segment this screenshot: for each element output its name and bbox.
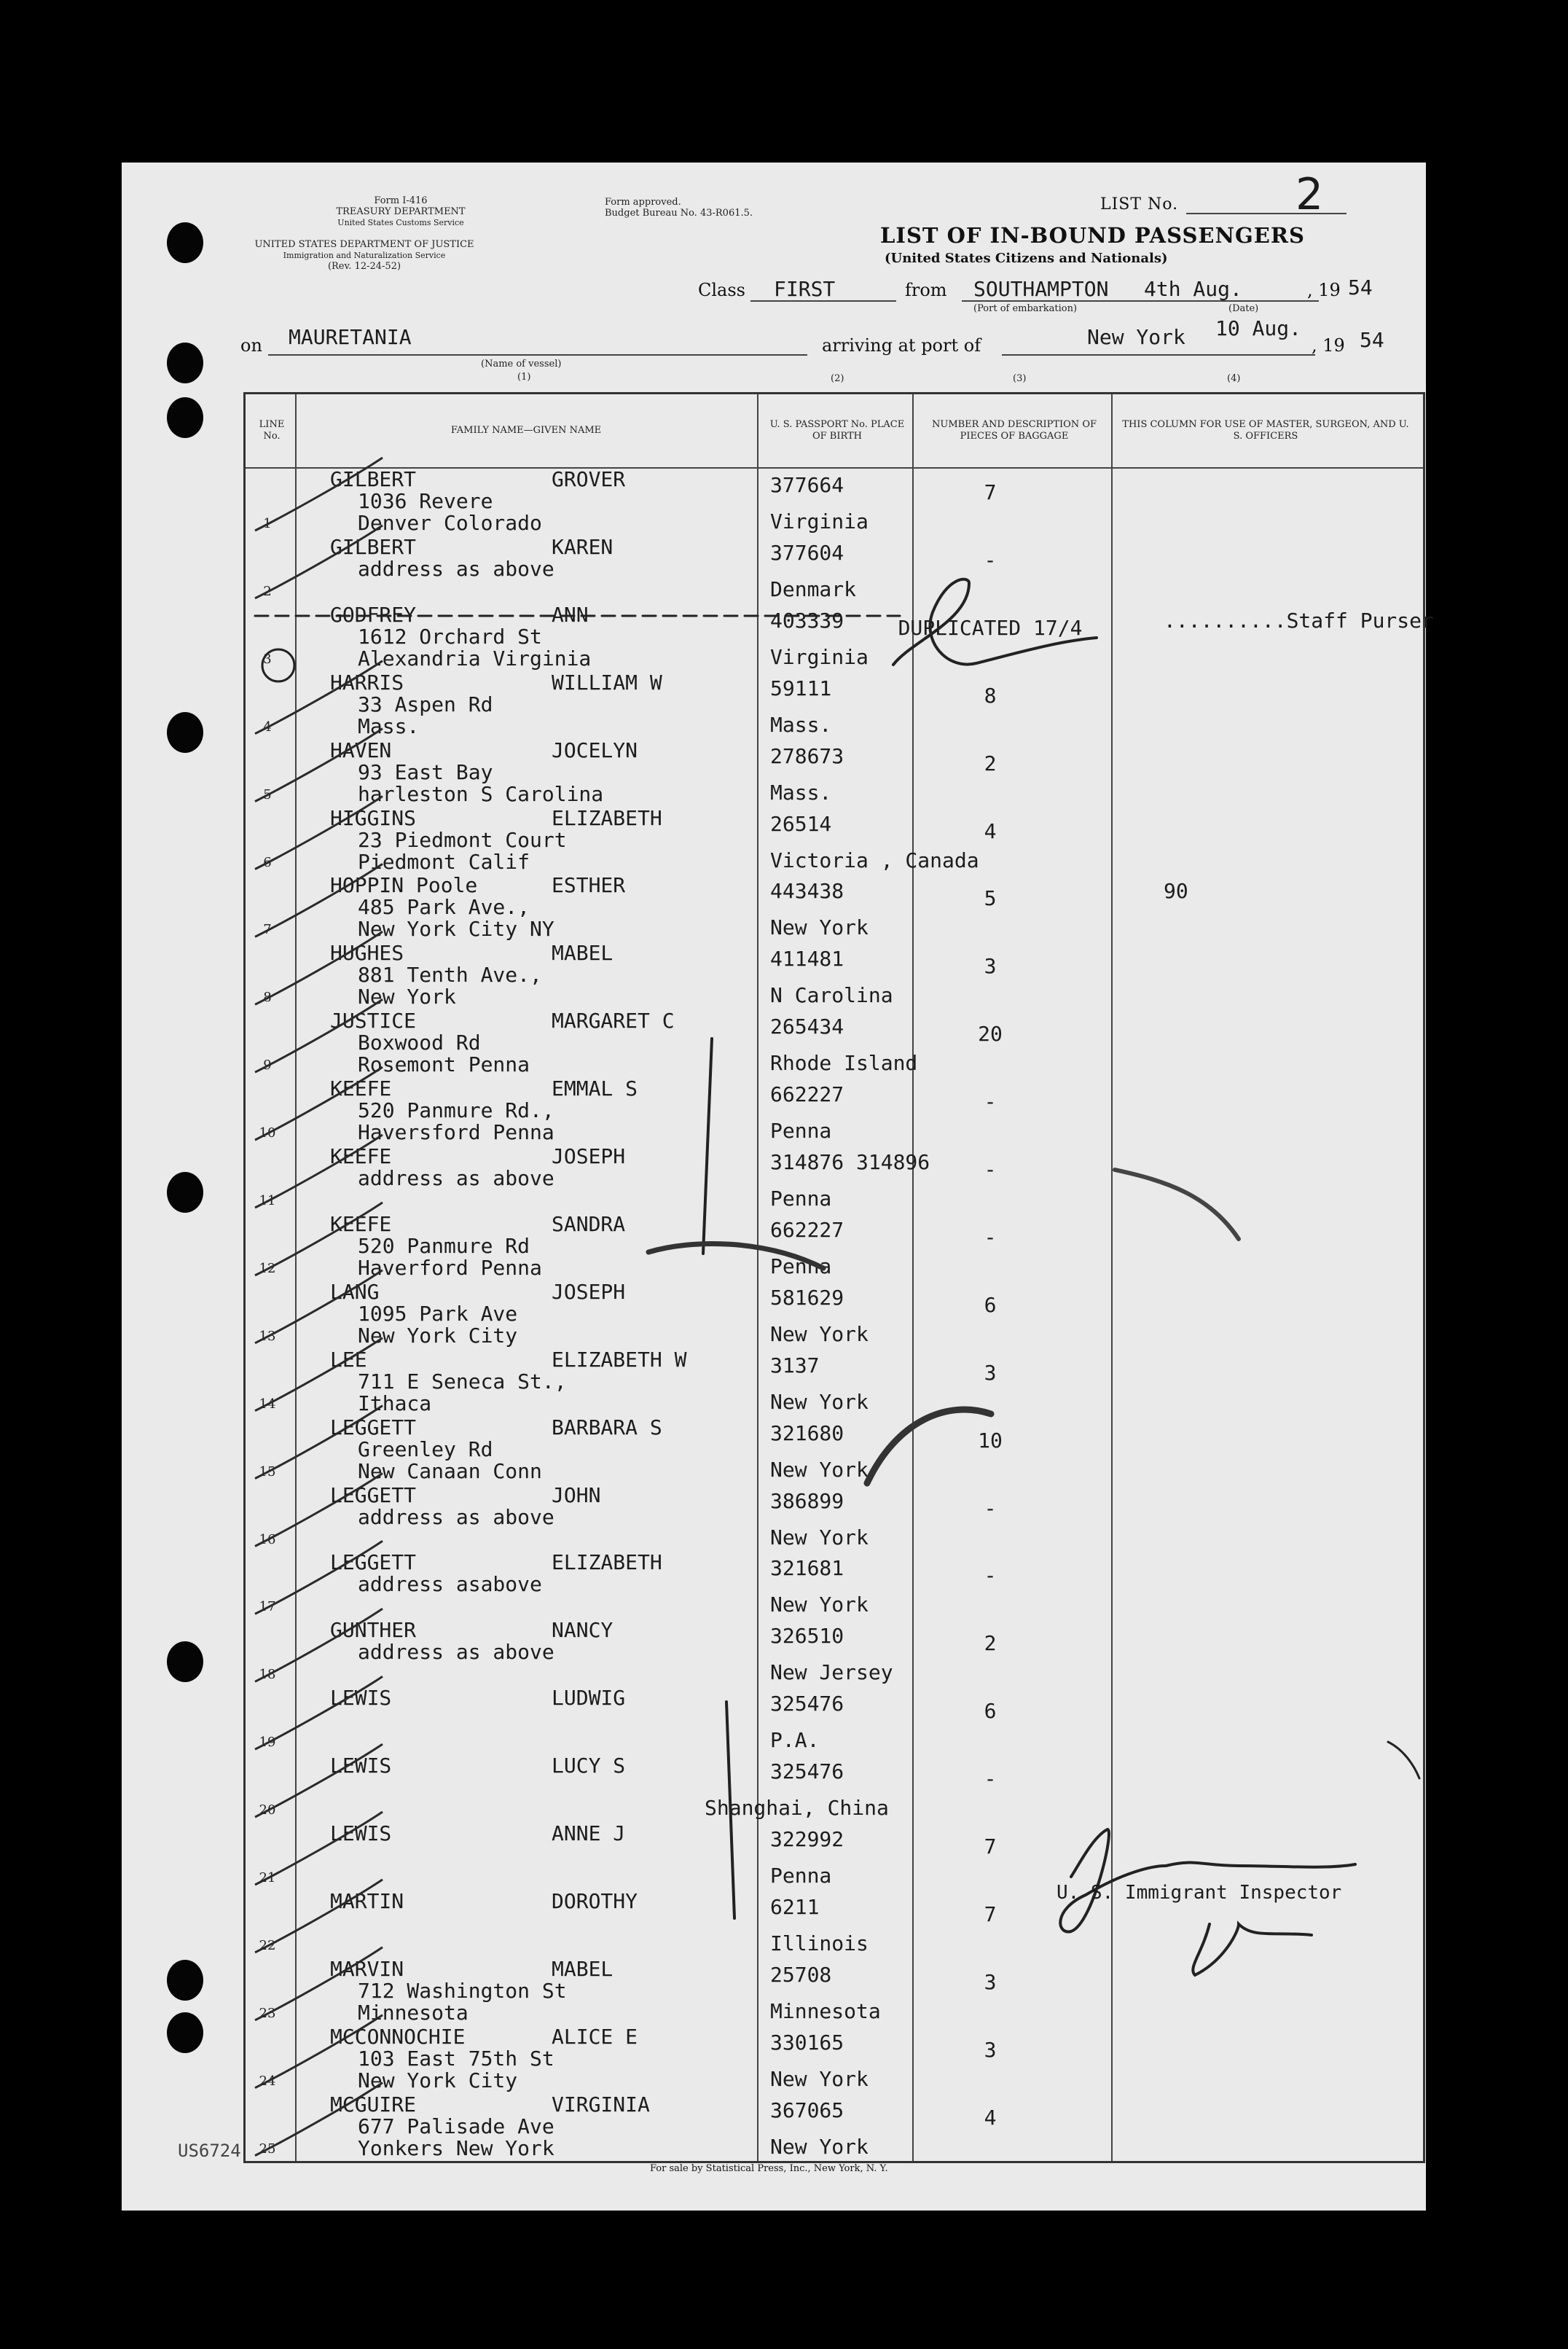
col-officers-header: THIS COLUMN FOR USE OF MASTER, SURGEON, AND U. S. OFFICERS bbox=[1122, 419, 1409, 442]
family-name: KEEFE bbox=[330, 1211, 392, 1236]
address-line-1: address as above bbox=[358, 556, 554, 581]
table-row bbox=[246, 1212, 1423, 1279]
address-line-1: address as above bbox=[358, 1504, 554, 1529]
family-name: LEWIS bbox=[330, 1821, 392, 1845]
given-name: LUDWIG bbox=[552, 1686, 626, 1711]
place-of-birth: New York bbox=[770, 2066, 869, 2091]
list-number-value: 2 bbox=[1295, 169, 1324, 220]
date-caption: (Date) bbox=[1228, 303, 1259, 314]
given-name: WILLIAM W bbox=[552, 670, 662, 695]
line-number: 12 bbox=[259, 1260, 276, 1276]
binder-hole bbox=[167, 2012, 203, 2053]
binder-hole bbox=[167, 1641, 203, 1682]
address-line-1: 1036 Revere bbox=[358, 489, 493, 513]
passport-number: 322992 bbox=[770, 1827, 844, 1851]
family-name: HOPPIN Poole bbox=[330, 873, 478, 898]
from-label: from bbox=[905, 280, 947, 300]
passport-number: 265434 bbox=[770, 1015, 844, 1039]
family-name: GILBERT bbox=[330, 534, 417, 559]
family-name: MCCONNOCHIE bbox=[330, 2024, 466, 2049]
passport-number: 443438 bbox=[770, 879, 844, 904]
passport-number: 403339 bbox=[770, 608, 844, 633]
address-line-1: address as above bbox=[358, 1166, 554, 1190]
embark-caption: (Port of embarkation) bbox=[973, 303, 1078, 314]
form-title: LIST OF IN-BOUND PASSENGERS bbox=[880, 223, 1305, 248]
line-number: 1 bbox=[263, 516, 272, 531]
baggage-count: 8 bbox=[984, 683, 997, 708]
place-of-birth: New York bbox=[770, 1457, 869, 1482]
given-name: ANNE J bbox=[552, 1821, 626, 1845]
line-number: 25 bbox=[259, 2141, 276, 2157]
address-line-2: Minnesota bbox=[358, 2000, 469, 2025]
address-line-1: 677 Palisade Ave bbox=[358, 2114, 554, 2138]
given-name: LUCY S bbox=[552, 1754, 626, 1778]
baggage-count: 3 bbox=[984, 2037, 997, 2062]
given-name: ELIZABETH W bbox=[552, 1347, 687, 1372]
passport-number: 325476 bbox=[770, 1692, 844, 1716]
line-number: 21 bbox=[259, 1870, 276, 1885]
passport-number: 326510 bbox=[770, 1624, 844, 1649]
address-line-1: 712 Washington St bbox=[358, 1978, 567, 2003]
table-row bbox=[246, 1144, 1423, 1211]
passport-number: 26514 bbox=[770, 811, 832, 836]
line-number: 4 bbox=[263, 719, 272, 735]
family-name: JUSTICE bbox=[330, 1009, 417, 1033]
baggage-count: - bbox=[984, 1157, 997, 1181]
place-of-birth: Victoria , Canada bbox=[770, 848, 979, 872]
passport-number: 59111 bbox=[770, 676, 832, 700]
col-line-header: LINE No. bbox=[259, 419, 285, 442]
arrival-line bbox=[1002, 354, 1315, 356]
table-row bbox=[246, 2025, 1423, 2092]
line-number: 22 bbox=[259, 1937, 276, 1953]
place-of-birth: Penna bbox=[770, 1254, 832, 1278]
family-name: LEGGETT bbox=[330, 1550, 417, 1575]
baggage-count: 3 bbox=[984, 1969, 997, 1994]
passport-number: 386899 bbox=[770, 1488, 844, 1513]
address-line-2: New York City bbox=[358, 1323, 518, 1348]
table-row bbox=[246, 738, 1423, 805]
passport-number: 6211 bbox=[770, 1894, 820, 1919]
table-row bbox=[246, 2092, 1423, 2160]
place-of-birth: Penna bbox=[770, 1119, 832, 1144]
table-row bbox=[246, 1686, 1423, 1753]
address-line-2: New York City NY bbox=[358, 917, 554, 942]
address-line-1: 23 Piedmont Court bbox=[358, 827, 567, 852]
form-subtitle: (United States Citizens and Nationals) bbox=[885, 251, 1168, 266]
line-number: 24 bbox=[259, 2073, 276, 2089]
family-name: LEGGETT bbox=[330, 1482, 417, 1507]
table-row bbox=[246, 1550, 1423, 1617]
address-line-2: Denver Colorado bbox=[358, 511, 542, 535]
line-number: 19 bbox=[259, 1735, 276, 1751]
baggage-count: 4 bbox=[984, 2105, 997, 2130]
binder-hole bbox=[167, 1172, 203, 1213]
given-name: SANDRA bbox=[552, 1211, 626, 1236]
officer-remark: 90 bbox=[1164, 879, 1188, 904]
address-line-2: harleston S Carolina bbox=[358, 781, 604, 806]
given-name: JOCELYN bbox=[552, 738, 638, 762]
table-row bbox=[246, 1618, 1423, 1685]
table-row bbox=[246, 1821, 1423, 1888]
line-number: 10 bbox=[259, 1125, 276, 1141]
col-num-2: (2) bbox=[831, 373, 844, 384]
line-number: 11 bbox=[259, 1193, 276, 1208]
approval-block bbox=[605, 197, 753, 219]
table-row bbox=[246, 671, 1423, 738]
vessel-line bbox=[268, 354, 807, 356]
family-name: KEEFE bbox=[330, 1144, 392, 1168]
address-line-1: 520 Panmure Rd., bbox=[358, 1098, 554, 1123]
address-line-1: 711 E Seneca St., bbox=[358, 1369, 567, 1394]
table-row bbox=[246, 806, 1423, 873]
place-of-birth: Rhode Island bbox=[770, 1051, 918, 1076]
given-name: DOROTHY bbox=[552, 1888, 638, 1913]
col-num-3: (3) bbox=[1013, 373, 1027, 384]
table-row bbox=[246, 1348, 1423, 1415]
passport-number: 321681 bbox=[770, 1556, 844, 1581]
passport-number: 411481 bbox=[770, 947, 844, 972]
family-name: LEWIS bbox=[330, 1754, 392, 1778]
line-number: 15 bbox=[259, 1463, 276, 1480]
given-name: MARGARET C bbox=[552, 1009, 675, 1033]
given-name: ELIZABETH bbox=[552, 1550, 662, 1575]
passport-number: 367065 bbox=[770, 2098, 844, 2122]
vessel-name: MAURETANIA bbox=[289, 325, 412, 349]
place-of-birth: Virginia bbox=[770, 509, 869, 533]
class-label: Class bbox=[698, 280, 745, 300]
address-line-1: 485 Park Ave., bbox=[358, 895, 530, 920]
baggage-count: 7 bbox=[984, 1902, 997, 1926]
address-line-2: Alexandria Virginia bbox=[358, 646, 592, 671]
given-name: ESTHER bbox=[552, 873, 626, 898]
given-name: MABEL bbox=[552, 1956, 614, 1981]
place-of-birth: Denmark bbox=[770, 576, 857, 601]
place-of-birth: N Carolina bbox=[770, 983, 893, 1008]
line-number: 9 bbox=[263, 1058, 272, 1074]
form-approved: Form approved. bbox=[605, 197, 681, 208]
address-line-2: Piedmont Calif bbox=[358, 849, 530, 874]
place-of-birth: Illinois bbox=[770, 1931, 869, 1955]
passport-number: 581629 bbox=[770, 1285, 844, 1310]
baggage-count: - bbox=[984, 1090, 997, 1114]
address-line-1: address as above bbox=[358, 1640, 554, 1665]
col-num-4: (4) bbox=[1227, 373, 1241, 384]
line-number: 23 bbox=[259, 2005, 276, 2021]
line-number: 2 bbox=[263, 583, 272, 599]
passport-number: 377664 bbox=[770, 473, 844, 497]
class-value: FIRST bbox=[774, 277, 836, 301]
passport-number: 3137 bbox=[770, 1353, 820, 1377]
line-number: 14 bbox=[259, 1396, 276, 1412]
baggage-count: DUPLICATED 17/4 bbox=[898, 615, 1083, 640]
col-num-1: (1) bbox=[517, 372, 531, 383]
place-of-birth: Virginia bbox=[770, 644, 869, 669]
table-row bbox=[246, 1280, 1423, 1347]
address-line-2: Haversford Penna bbox=[358, 1120, 554, 1145]
table-row bbox=[246, 873, 1423, 940]
line-number: 5 bbox=[263, 786, 272, 802]
given-name: KAREN bbox=[552, 534, 614, 559]
line-number: 3 bbox=[263, 651, 272, 667]
baggage-count: - bbox=[984, 1224, 997, 1249]
given-name: MABEL bbox=[552, 941, 614, 966]
place-of-birth: Penna bbox=[770, 1864, 832, 1888]
address-line-1: 33 Aspen Rd bbox=[358, 692, 493, 716]
given-name: JOSEPH bbox=[552, 1279, 626, 1304]
address-line-1: 103 East 75th St bbox=[358, 2046, 554, 2071]
baggage-count: 6 bbox=[984, 1292, 997, 1317]
place-of-birth: New York bbox=[770, 1525, 869, 1549]
place-of-birth: New York bbox=[770, 1592, 869, 1617]
address-line-2: New York City bbox=[358, 2068, 518, 2092]
family-name: HUGHES bbox=[330, 941, 404, 966]
binder-hole bbox=[167, 712, 203, 753]
passport-number: 662227 bbox=[770, 1082, 844, 1107]
table-row bbox=[246, 1009, 1423, 1076]
passport-number: 278673 bbox=[770, 743, 844, 768]
baggage-count: - bbox=[984, 1563, 997, 1588]
baggage-count: 3 bbox=[984, 954, 997, 979]
arriving-label: arriving at port of bbox=[822, 335, 981, 356]
given-name: VIRGINIA bbox=[552, 2092, 650, 2117]
place-of-birth: New York bbox=[770, 2134, 869, 2159]
passport-number: 25708 bbox=[770, 1962, 832, 1987]
place-of-birth: P.A. bbox=[770, 1728, 820, 1753]
passport-number: 330165 bbox=[770, 2030, 844, 2055]
given-name: GROVER bbox=[552, 467, 626, 491]
address-line-1: 1095 Park Ave bbox=[358, 1301, 518, 1326]
footer-note: For sale by Statistical Press, Inc., New York, N. Y. bbox=[650, 2163, 888, 2174]
family-name: KEEFE bbox=[330, 1076, 392, 1101]
treasury-dept: TREASURY DEPARTMENT bbox=[336, 206, 466, 217]
address-line-2: Haverford Penna bbox=[358, 1255, 542, 1280]
given-name: JOHN bbox=[552, 1482, 601, 1507]
table-row bbox=[246, 1754, 1423, 1821]
place-of-birth: Mass. bbox=[770, 780, 832, 805]
col-name-header: FAMILY NAME—GIVEN NAME bbox=[450, 425, 602, 436]
budget-bureau: Budget Bureau No. 43-R061.5. bbox=[605, 208, 753, 219]
place-of-birth: New York bbox=[770, 915, 869, 940]
line-number: 8 bbox=[263, 990, 272, 1006]
place-of-birth: Shanghai, China bbox=[705, 1796, 889, 1821]
list-number-label: LIST No. bbox=[1100, 195, 1179, 214]
address-line-2: New York bbox=[358, 985, 456, 1009]
address-line-1: address asabove bbox=[358, 1572, 542, 1597]
place-of-birth: Mass. bbox=[770, 712, 832, 737]
family-name: LANG bbox=[330, 1279, 380, 1304]
form-number-block bbox=[277, 195, 525, 228]
passport-number: 321680 bbox=[770, 1420, 844, 1445]
given-name: NANCY bbox=[552, 1618, 614, 1643]
depart-year-prefix: , 19 bbox=[1307, 280, 1341, 300]
family-name: MCGUIRE bbox=[330, 2092, 417, 2117]
family-name: LEWIS bbox=[330, 1686, 392, 1711]
address-line-1: 1612 Orchard St bbox=[358, 624, 542, 649]
baggage-count: 2 bbox=[984, 1631, 997, 1656]
given-name: ALICE E bbox=[552, 2024, 638, 2049]
given-name: BARBARA S bbox=[552, 1415, 662, 1439]
place-of-birth: Penna bbox=[770, 1187, 832, 1211]
depart-year-suffix: 54 bbox=[1348, 275, 1373, 300]
address-line-2: New Canaan Conn bbox=[358, 1458, 542, 1483]
line-number: 20 bbox=[259, 1802, 276, 1818]
given-name: JOSEPH bbox=[552, 1144, 626, 1168]
baggage-count: 10 bbox=[978, 1428, 1003, 1453]
baggage-count: - bbox=[984, 547, 997, 572]
address-line-1: Boxwood Rd bbox=[358, 1031, 481, 1055]
vessel-caption: (Name of vessel) bbox=[481, 359, 562, 370]
baggage-count: - bbox=[984, 1767, 997, 1791]
table-row bbox=[246, 1415, 1423, 1482]
family-name: HIGGINS bbox=[330, 805, 417, 830]
officer-remark: ..........Staff Purser bbox=[1164, 608, 1434, 633]
justice-block bbox=[240, 239, 488, 272]
arrival-year-suffix: 54 bbox=[1360, 328, 1384, 352]
binder-hole bbox=[167, 222, 203, 263]
baggage-count: 7 bbox=[984, 480, 997, 504]
given-name: ELIZABETH bbox=[552, 805, 662, 830]
family-name: GODFREY bbox=[330, 602, 417, 627]
address-line-1: 520 Panmure Rd bbox=[358, 1233, 530, 1258]
col-passport-header: U. S. PASSPORT No. PLACE OF BIRTH bbox=[769, 419, 905, 442]
family-name: GUNTHER bbox=[330, 1618, 417, 1643]
line-number: 13 bbox=[259, 1328, 276, 1344]
passport-number: 325476 bbox=[770, 1759, 844, 1784]
address-line-2: Yonkers New York bbox=[358, 2135, 554, 2160]
family-name: LEGGETT bbox=[330, 1415, 417, 1439]
passport-number: 314876 314896 bbox=[770, 1150, 930, 1174]
line-number: 16 bbox=[259, 1531, 276, 1547]
table-row bbox=[246, 535, 1423, 602]
address-line-2: Ithaca bbox=[358, 1391, 432, 1415]
table-row bbox=[246, 467, 1423, 534]
family-name: HARRIS bbox=[330, 670, 404, 695]
address-line-1: 93 East Bay bbox=[358, 759, 493, 784]
on-label: on bbox=[240, 335, 262, 356]
baggage-count: 7 bbox=[984, 1834, 997, 1859]
line-number: 18 bbox=[259, 1667, 276, 1683]
customs-service: United States Customs Service bbox=[337, 218, 464, 227]
depart-date: 4th Aug. bbox=[1144, 277, 1242, 301]
family-name: GILBERT bbox=[330, 467, 417, 491]
baggage-count: 4 bbox=[984, 818, 997, 843]
table-row bbox=[246, 1957, 1423, 2024]
binder-hole bbox=[167, 1960, 203, 2001]
place-of-birth: New York bbox=[770, 1389, 869, 1414]
passport-number: 377604 bbox=[770, 540, 844, 565]
address-line-1: Greenley Rd bbox=[358, 1437, 493, 1461]
revision-date: (Rev. 12-24-52) bbox=[327, 261, 401, 272]
arrival-port: New York bbox=[1087, 325, 1185, 349]
address-line-2: Rosemont Penna bbox=[358, 1052, 530, 1077]
form-code: US6724 bbox=[178, 2141, 241, 2161]
place-of-birth: New York bbox=[770, 1321, 869, 1346]
binder-hole bbox=[167, 343, 203, 383]
family-name: MARVIN bbox=[330, 1956, 404, 1981]
col-baggage-header: NUMBER AND DESCRIPTION OF PIECES OF BAGGAGE bbox=[931, 419, 1097, 442]
line-number: 6 bbox=[263, 854, 272, 870]
inspector-label: U. S. Immigrant Inspector bbox=[1057, 1882, 1342, 1904]
baggage-count: 3 bbox=[984, 1360, 997, 1385]
baggage-count: 6 bbox=[984, 1699, 997, 1724]
table-row bbox=[246, 1483, 1423, 1550]
arrival-date: 10 Aug. bbox=[1215, 316, 1302, 340]
address-line-2: Mass. bbox=[358, 714, 420, 738]
family-name: LEE bbox=[330, 1347, 367, 1372]
given-name: EMMAL S bbox=[552, 1076, 638, 1101]
form-number: Form I-416 bbox=[374, 195, 428, 206]
passport-number: 662227 bbox=[770, 1217, 844, 1242]
family-name: HAVEN bbox=[330, 738, 392, 762]
baggage-count: - bbox=[984, 1496, 997, 1520]
table-row bbox=[246, 1076, 1423, 1144]
embark-port: SOUTHAMPTON bbox=[973, 277, 1109, 301]
baggage-count: 5 bbox=[984, 886, 997, 911]
justice-dept: UNITED STATES DEPARTMENT OF JUSTICE bbox=[254, 239, 474, 250]
baggage-count: 20 bbox=[978, 1022, 1003, 1047]
binder-hole bbox=[167, 397, 203, 438]
ins-service: Immigration and Naturalization Service bbox=[283, 251, 446, 260]
baggage-count: 2 bbox=[984, 751, 997, 775]
line-number: 17 bbox=[259, 1599, 276, 1615]
line-number: 7 bbox=[263, 922, 272, 938]
place-of-birth: Minnesota bbox=[770, 1998, 881, 2023]
given-name: ANN bbox=[552, 602, 589, 627]
place-of-birth: New Jersey bbox=[770, 1660, 893, 1685]
arrival-year-prefix: , 19 bbox=[1312, 335, 1345, 356]
address-line-1: 881 Tenth Ave., bbox=[358, 963, 542, 988]
table-row bbox=[246, 602, 1434, 671]
family-name: MARTIN bbox=[330, 1888, 404, 1913]
table-row bbox=[246, 941, 1423, 1008]
